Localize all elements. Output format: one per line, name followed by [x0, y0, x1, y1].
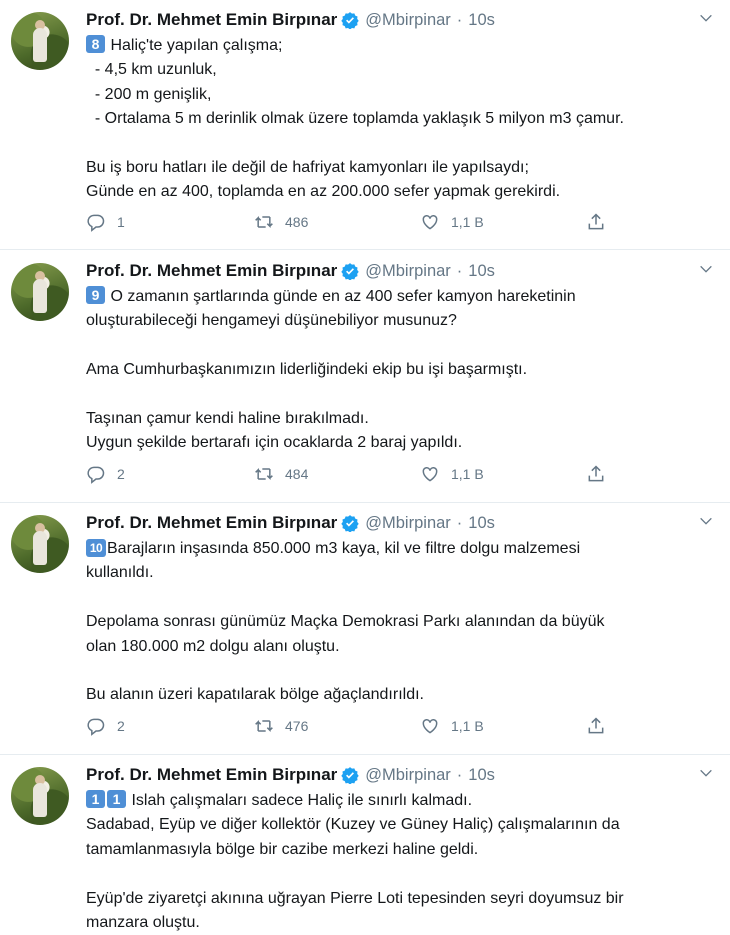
reply-button[interactable]: [86, 716, 125, 736]
verified-badge-icon: [341, 11, 359, 29]
verified-badge-icon: [341, 766, 359, 784]
author-name[interactable]: Prof. Dr. Mehmet Emin Birpınar: [86, 765, 338, 784]
tweet-header: [86, 511, 495, 535]
chevron-down-icon[interactable]: [698, 261, 714, 277]
number-badge: 9: [86, 286, 105, 304]
share-button[interactable]: [586, 464, 617, 484]
reply-icon: [86, 716, 106, 736]
avatar[interactable]: [11, 515, 69, 573]
separator-dot: ·: [456, 513, 463, 532]
tweet[interactable]: [0, 0, 730, 250]
like-button[interactable]: [420, 464, 484, 484]
tweet[interactable]: [0, 251, 730, 503]
timestamp[interactable]: 10s: [468, 261, 495, 280]
share-button[interactable]: [586, 716, 617, 736]
tweet-header: [86, 763, 495, 787]
author-handle[interactable]: @Mbirpinar: [365, 513, 451, 532]
author-handle[interactable]: @Mbirpinar: [365, 261, 451, 280]
retweet-count: 484: [285, 466, 309, 482]
timestamp[interactable]: 10s: [468, 513, 495, 532]
tweet-text: 8 Haliç'te yapılan çalışma; - 4,5 km uzunluk, - 200 m genişlik, - Ortalama 5 m derinlik olmak üzere toplamda yaklaşık 5 milyon m3 çamur. Bu iş boru hatları ile değil de hafriyat kamyonları ile yapılsaydı; Günde en az 400, toplamda en az 200.000 sefer yapmak gerekirdi.: [86, 36, 624, 201]
like-count: 1,1 B: [451, 214, 484, 230]
share-button[interactable]: [586, 212, 617, 232]
retweet-button[interactable]: [254, 464, 308, 484]
author-name[interactable]: Prof. Dr. Mehmet Emin Birpınar: [86, 513, 338, 532]
tweet-header: [86, 8, 495, 32]
reply-button[interactable]: [86, 464, 125, 484]
reply-count: 2: [117, 718, 125, 734]
number-badge: 8: [86, 35, 105, 53]
avatar[interactable]: [11, 263, 69, 321]
separator-dot: ·: [456, 261, 463, 280]
retweet-count: 486: [285, 214, 309, 230]
retweet-icon: [254, 464, 274, 484]
avatar[interactable]: [11, 767, 69, 825]
divider: [0, 249, 730, 250]
retweet-button[interactable]: [254, 716, 308, 736]
retweet-button[interactable]: [254, 212, 308, 232]
number-badge: 10: [86, 539, 106, 557]
like-count: 1,1 B: [451, 466, 484, 482]
separator-dot: ·: [456, 10, 463, 29]
tweet-actions: [86, 716, 646, 740]
like-count: 1,1 B: [451, 718, 484, 734]
reply-icon: [86, 464, 106, 484]
tweet-header: [86, 259, 495, 283]
reply-button[interactable]: [86, 212, 125, 232]
chevron-down-icon[interactable]: [698, 513, 714, 529]
tweet-actions: [86, 464, 646, 488]
retweet-count: 476: [285, 718, 309, 734]
retweet-icon: [254, 212, 274, 232]
tweet-text: 9 O zamanın şartlarında günde en az 400 sefer kamyon hareketinin oluşturabileceği hengameyi düşünebiliyor musunuz? Ama Cumhurbaşkanımızın liderliğindeki ekip bu işi başarmıştı. Taşınan çamur kendi haline bırakılmadı. Uygun şekilde bertarafı için ocaklarda 2 baraj yapıldı.: [86, 287, 576, 452]
author-handle[interactable]: @Mbirpinar: [365, 765, 451, 784]
tweet-actions: [86, 212, 646, 236]
reply-icon: [86, 212, 106, 232]
like-button[interactable]: [420, 212, 484, 232]
share-icon: [586, 212, 606, 232]
like-icon: [420, 464, 440, 484]
number-badge: 1: [86, 790, 105, 808]
tweet[interactable]: [0, 503, 730, 754]
chevron-down-icon[interactable]: [698, 765, 714, 781]
reply-count: 1: [117, 214, 125, 230]
author-handle[interactable]: @Mbirpinar: [365, 10, 451, 29]
number-badge: 1: [107, 790, 126, 808]
verified-badge-icon: [341, 262, 359, 280]
like-icon: [420, 212, 440, 232]
author-name[interactable]: Prof. Dr. Mehmet Emin Birpınar: [86, 10, 338, 29]
retweet-icon: [254, 716, 274, 736]
timestamp[interactable]: 10s: [468, 765, 495, 784]
separator-dot: ·: [456, 765, 463, 784]
author-name[interactable]: Prof. Dr. Mehmet Emin Birpınar: [86, 261, 338, 280]
like-button[interactable]: [420, 716, 484, 736]
tweet[interactable]: [0, 755, 730, 934]
reply-count: 2: [117, 466, 125, 482]
tweet-text: 10 Barajların inşasında 850.000 m3 kaya, kil ve filtre dolgu malzemesi kullanıldı. Depolama sonrası günümüz Maçka Demokrasi Parkı alanından da büyük olan 180.000 m2 dolgu alanı oluştu. Bu alanın üzeri kapatılarak bölge ağaçlandırıldı.: [86, 540, 605, 704]
timestamp[interactable]: 10s: [468, 10, 495, 29]
share-icon: [586, 716, 606, 736]
avatar[interactable]: [11, 12, 69, 70]
tweet-text: 1 1 Islah çalışmaları sadece Haliç ile sınırlı kalmadı. Sadabad, Eyüp ve diğer kollektör (Kuzey ve Güney Haliç) çalışmalarının da tamamlanmasıyla bölge bir cazibe merkezi haline geldi. Eyüp'de ziyaretçi akınına uğrayan Pierre Loti tepesinden seyri doyumsuz bir manzara oluştu.: [86, 791, 624, 932]
like-icon: [420, 716, 440, 736]
chevron-down-icon[interactable]: [698, 10, 714, 26]
share-icon: [586, 464, 606, 484]
verified-badge-icon: [341, 514, 359, 532]
